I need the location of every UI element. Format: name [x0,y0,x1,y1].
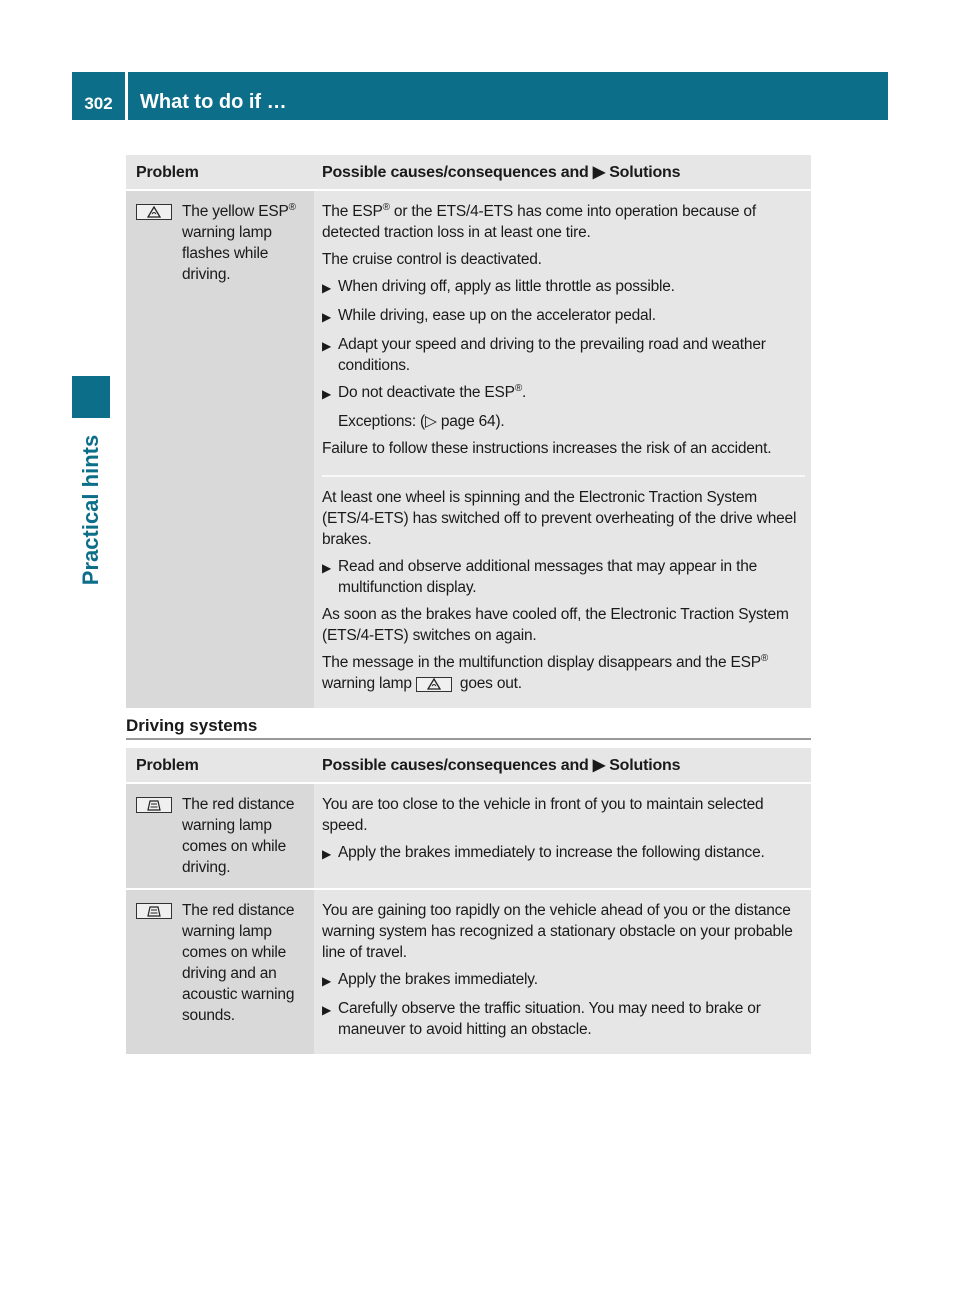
table-header [126,748,811,784]
problem-text-a: The yellow ESP [182,203,289,220]
problem-text: The red distance warning lamp comes on while driving and an acoustic warning sounds. [182,902,295,1024]
registered-mark: ® [760,652,769,664]
solution-step [322,334,805,376]
cause-text: You are too close to the vehicle in front of you to maintain selected speed. [322,796,764,834]
distance-warning-icon [136,903,172,919]
consequence-text: The cruise control is deactivated. [322,251,542,268]
registered-mark: ® [514,382,522,394]
step-arrow-icon: ▶ [322,281,332,295]
col-problem: Problem [136,163,199,181]
table-row [126,784,811,890]
problem-cell [126,784,314,888]
problem-cell [126,191,314,708]
section-title: Driving systems [126,716,811,740]
page-reference[interactable]: Exceptions: (▷ page 64). [338,413,505,430]
side-tab-marker [72,376,110,418]
solution-step [322,842,805,865]
page-number: 302 [72,72,125,120]
step-arrow-icon: ▶ [322,847,332,861]
problem-text [182,201,310,285]
text-span: Do not deactivate the ESP [338,384,515,401]
solution-step [322,998,805,1040]
distance-warning-icon [136,797,172,813]
step-text: Apply the brakes immediately to increase the following distance. [338,844,765,861]
step-arrow-icon: ▶ [322,974,332,988]
text-span: warning lamp [322,675,412,692]
solution-step [322,382,805,405]
info-text: As soon as the brakes have cooled off, the Electronic Traction System (ETS/4-ETS) switches on again. [322,606,789,644]
text-span: The ESP [322,203,383,220]
info-text [322,652,805,694]
registered-mark: ® [288,201,296,213]
warning-text: Failure to follow these instructions increases the risk of an accident. [322,440,772,457]
solutions-cell [314,784,811,888]
problem-text: The red distance warning lamp comes on while driving. [182,796,295,876]
text-span: The message in the multifunction display disappears and the ESP [322,654,761,671]
step-text: While driving, ease up on the accelerator pedal. [338,307,656,324]
registered-mark: ® [382,201,390,213]
step-text: Carefully observe the traffic situation. You may need to brake or maneuver to avoid hitting an obstacle. [338,1000,761,1038]
text-span: . [521,384,527,401]
step-arrow-icon: ▶ [322,339,332,353]
table-row [126,890,811,1056]
side-tab-label: Practical hints [78,434,104,586]
solution-block [322,201,805,477]
col-problem: Problem [136,756,199,774]
step-text: Apply the brakes immediately. [338,971,538,988]
step-text [338,382,526,405]
table-row [126,191,811,710]
solution-step [322,276,805,299]
solutions-cell [314,191,811,708]
problem-text-b: warning lamp flashes while driving. [182,224,272,283]
esp-table [126,155,811,710]
step-text: Read and observe additional messages that may appear in the multifunction display. [338,558,758,596]
text-span: goes out. [455,675,522,692]
col-solutions: Possible causes/consequences and ▶ Solutions [322,756,681,774]
page-title: What to do if … [128,72,888,120]
table-header [126,155,811,191]
solution-step [322,969,805,992]
cause-text [322,201,805,243]
step-arrow-icon: ▶ [322,310,332,324]
step-arrow-icon: ▶ [322,387,332,401]
col-solutions: Possible causes/consequences and ▶ Solutions [322,163,681,181]
solution-step [322,556,805,598]
cause-text: At least one wheel is spinning and the Electronic Traction System (ETS/4-ETS) has switched off to prevent overheating of the drive wheel brakes. [322,489,797,548]
cause-text: You are gaining too rapidly on the vehicle ahead of you or the distance warning system has recognized a stationary obstacle on your probable line of travel. [322,902,793,961]
solution-block [322,487,805,694]
problem-cell [126,890,314,1054]
step-arrow-icon: ▶ [322,1003,332,1017]
step-text: Adapt your speed and driving to the prevailing road and weather conditions. [338,336,766,374]
side-tab [76,425,106,595]
esp-warning-icon [136,204,172,220]
step-text: When driving off, apply as little throttle as possible. [338,278,675,295]
solutions-cell [314,890,811,1054]
esp-warning-icon [416,677,452,692]
text-span: or the ETS/4-ETS has come into operation because of detected traction loss in at least one tire. [322,203,756,241]
driving-systems-table [126,748,811,1056]
step-arrow-icon: ▶ [322,561,332,575]
solution-step [322,305,805,328]
